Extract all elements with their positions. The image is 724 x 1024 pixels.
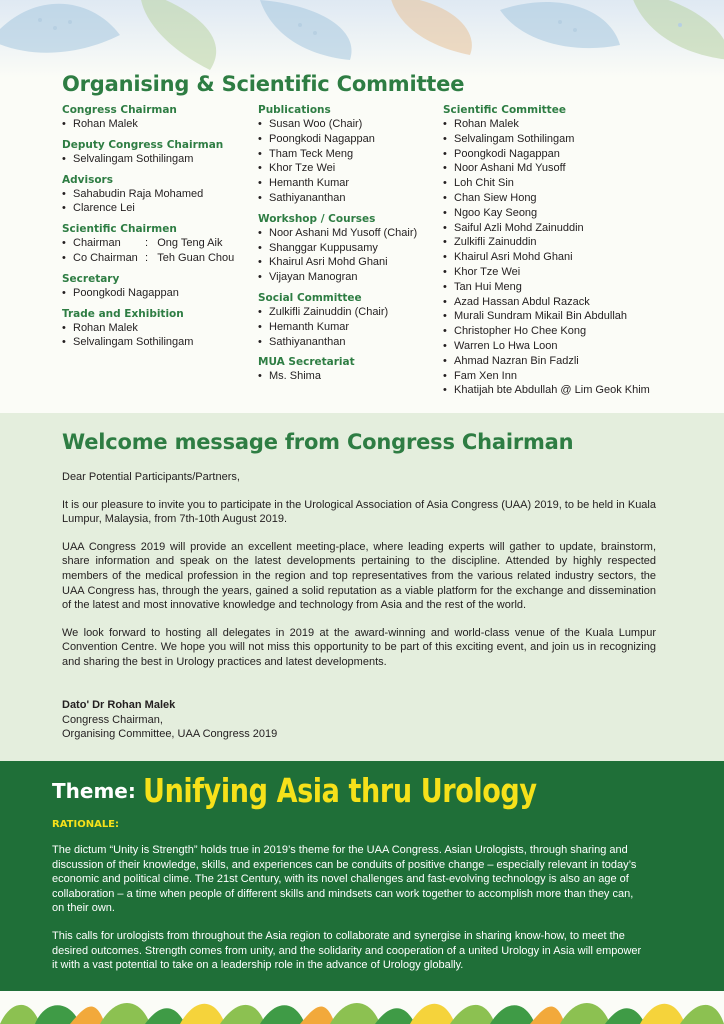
member-item: • Hemanth Kumar: [258, 320, 443, 335]
signature-block: [62, 698, 277, 742]
welcome-title: Welcome message from Congress Chairman: [62, 430, 574, 454]
group-heading: Social Committee: [258, 291, 362, 304]
theme-body: [52, 843, 648, 986]
role-label: Co Chairman: [73, 251, 138, 264]
group-scientific-chairmen: [62, 222, 252, 266]
member-item: [62, 236, 252, 251]
bottom-decorative-band: [0, 991, 724, 1024]
group-heading: Workshop / Courses: [258, 212, 376, 225]
committee-section: [0, 70, 724, 412]
committee-column-1: [62, 103, 252, 356]
member-item: • Ahmad Nazran Bin Fadzli: [443, 354, 713, 369]
welcome-paragraph: We look forward to hosting all delegates in 2019 at the award-winning and world-class venue of the Kuala Lumpur Convention Centre. We hope you will not miss this opportunity to be part of this exciting event, and join us in recognizing and sharing the best in Urology practices and latest developments.: [62, 626, 656, 668]
theme-section: [0, 761, 724, 991]
member-item: • Chan Siew Hong: [443, 191, 713, 206]
welcome-body: [62, 470, 656, 683]
committee-column-3: [443, 103, 713, 404]
group-trade-exhibition: [62, 307, 252, 351]
member-item: • Poongkodi Nagappan: [258, 132, 443, 147]
member-item: • Saiful Azli Mohd Zainuddin: [443, 221, 713, 236]
member-item: [62, 251, 252, 266]
member-item: • Sahabudin Raja Mohamed: [62, 187, 252, 202]
leaf-pattern-top: [0, 0, 724, 78]
committee-column-2: [258, 103, 443, 390]
member-item: • Ngoo Kay Seong: [443, 206, 713, 221]
member-item: • Khatijah bte Abdullah @ Lim Geok Khim: [443, 383, 713, 398]
member-item: • Christopher Ho Chee Kong: [443, 324, 713, 339]
group-social-committee: [258, 291, 443, 349]
member-item: • Vijayan Manogran: [258, 270, 443, 285]
group-heading: Scientific Committee: [443, 104, 566, 116]
top-decorative-band: [0, 0, 724, 78]
welcome-section: [0, 413, 724, 761]
group-mua-secretariat: [258, 355, 443, 384]
member-name: Teh Guan Chou: [157, 251, 235, 264]
theme-title: Unifying Asia thru Urology: [143, 771, 537, 810]
member-item: • Sathiyananthan: [258, 191, 443, 206]
member-item: • Khairul Asri Mohd Ghani: [258, 255, 443, 270]
member-item: • Ms. Shima: [258, 369, 443, 384]
group-heading: Deputy Congress Chairman: [62, 138, 224, 151]
member-item: • Tham Teck Meng: [258, 147, 443, 162]
member-item: • Noor Ashani Md Yusoff (Chair): [258, 226, 443, 241]
group-secretary: [62, 272, 252, 301]
member-item: • Khairul Asri Mohd Ghani: [443, 250, 713, 265]
group-heading: Advisors: [62, 173, 113, 186]
role-label: Chairman: [73, 237, 121, 250]
welcome-paragraph: UAA Congress 2019 will provide an excellent meeting-place, where leading experts will gather to update, brainstorm, share information and speak on the latest developments pertaining to the discipline. Attended by highly respected members of the medical profession in the region and top representatives from the various related industry sectors, the UAA Congress has, through the years, gained a solid reputation as a viable platform for the exchange and dissemination of the latest and most innovative knowledge and technology from Asia and the rest of the world.: [62, 540, 656, 612]
member-item: • Tan Hui Meng: [443, 280, 713, 295]
member-item: • Rohan Malek: [62, 321, 252, 336]
leaf-pattern-bottom: [0, 991, 724, 1024]
rationale-label: RATIONALE:: [52, 819, 120, 830]
group-publications: [258, 103, 443, 206]
member-item: • Hemanth Kumar: [258, 176, 443, 191]
group-scientific-committee: [443, 103, 713, 398]
signature-title: Congress Chairman,: [62, 713, 163, 726]
member-item: • Murali Sundram Mikail Bin Abdullah: [443, 309, 713, 324]
member-item: • Clarence Lei: [62, 201, 252, 216]
member-item: • Selvalingam Sothilingam: [62, 152, 252, 167]
member-item: • Susan Woo (Chair): [258, 117, 443, 132]
group-deputy-chairman: [62, 138, 252, 167]
group-heading: Trade and Exhibition: [62, 307, 184, 320]
member-item: • Rohan Malek: [443, 117, 713, 132]
member-item: • Sathiyananthan: [258, 335, 443, 350]
welcome-paragraph: Dear Potential Participants/Partners,: [62, 471, 240, 483]
welcome-paragraph: It is our pleasure to invite you to participate in the Urological Association of Asia Congress (UAA) 2019, to be held in Kuala Lumpur, Malaysia, from 7th-10th August 2019.: [62, 498, 656, 526]
group-heading: Publications: [258, 104, 331, 116]
committee-title: Organising & Scientific Committee: [62, 72, 465, 96]
theme-paragraph: This calls for urologists from throughout the Asia region to collaborate and synergise in sharing know-how, to meet the desired outcomes. Strength comes from unity, and the solidarity and cooperation of a united Urology in Asia will empower it with a vast potential to take on a leadership role in the advance of Urology globally.: [52, 929, 642, 972]
member-item: • Zulkifli Zainuddin (Chair): [258, 305, 443, 320]
signature-organisation: Organising Committee, UAA Congress 2019: [62, 728, 278, 741]
group-advisors: [62, 173, 252, 217]
member-item: • Loh Chit Sin: [443, 176, 713, 191]
member-item: • Selvalingam Sothilingam: [62, 335, 252, 350]
group-heading: Scientific Chairmen: [62, 223, 177, 236]
member-item: • Rohan Malek: [62, 117, 252, 132]
group-heading: Secretary: [62, 272, 120, 285]
member-item: • Khor Tze Wei: [258, 161, 443, 176]
group-workshop-courses: [258, 212, 443, 285]
member-name: Ong Teng Aik: [157, 237, 223, 250]
signature-name: Dato' Dr Rohan Malek: [62, 699, 176, 711]
member-item: • Fam Xen Inn: [443, 369, 713, 384]
group-heading: MUA Secretariat: [258, 356, 355, 369]
member-item: • Poongkodi Nagappan: [62, 286, 252, 301]
group-heading: Congress Chairman: [62, 104, 177, 116]
role-separator: :: [145, 237, 149, 250]
role-separator: :: [145, 251, 149, 264]
member-item: • Selvalingam Sothilingam: [443, 132, 713, 147]
group-congress-chairman: [62, 103, 252, 132]
theme-paragraph: The dictum “Unity is Strength” holds true in 2019’s theme for the UAA Congress. Asian Urologists, through sharing and discussion of their knowledge, skills, and experiences can be conduits of positive change – especially relevant in today’s economic and political clime. The 21st Century, with its novel challenges and fast-evolving technology is also an age of collaboration – a time when people of different skills and mindsets can work together to accomplish more than they can, on their own.: [52, 844, 637, 915]
theme-label: Theme:: [52, 779, 136, 803]
member-item: • Zulkifli Zainuddin: [443, 235, 713, 250]
member-item: • Shanggar Kuppusamy: [258, 241, 443, 256]
member-item: • Poongkodi Nagappan: [443, 147, 713, 162]
member-item: • Noor Ashani Md Yusoff: [443, 161, 713, 176]
member-item: • Azad Hassan Abdul Razack: [443, 295, 713, 310]
member-item: • Warren Lo Hwa Loon: [443, 339, 713, 354]
member-item: • Khor Tze Wei: [443, 265, 713, 280]
